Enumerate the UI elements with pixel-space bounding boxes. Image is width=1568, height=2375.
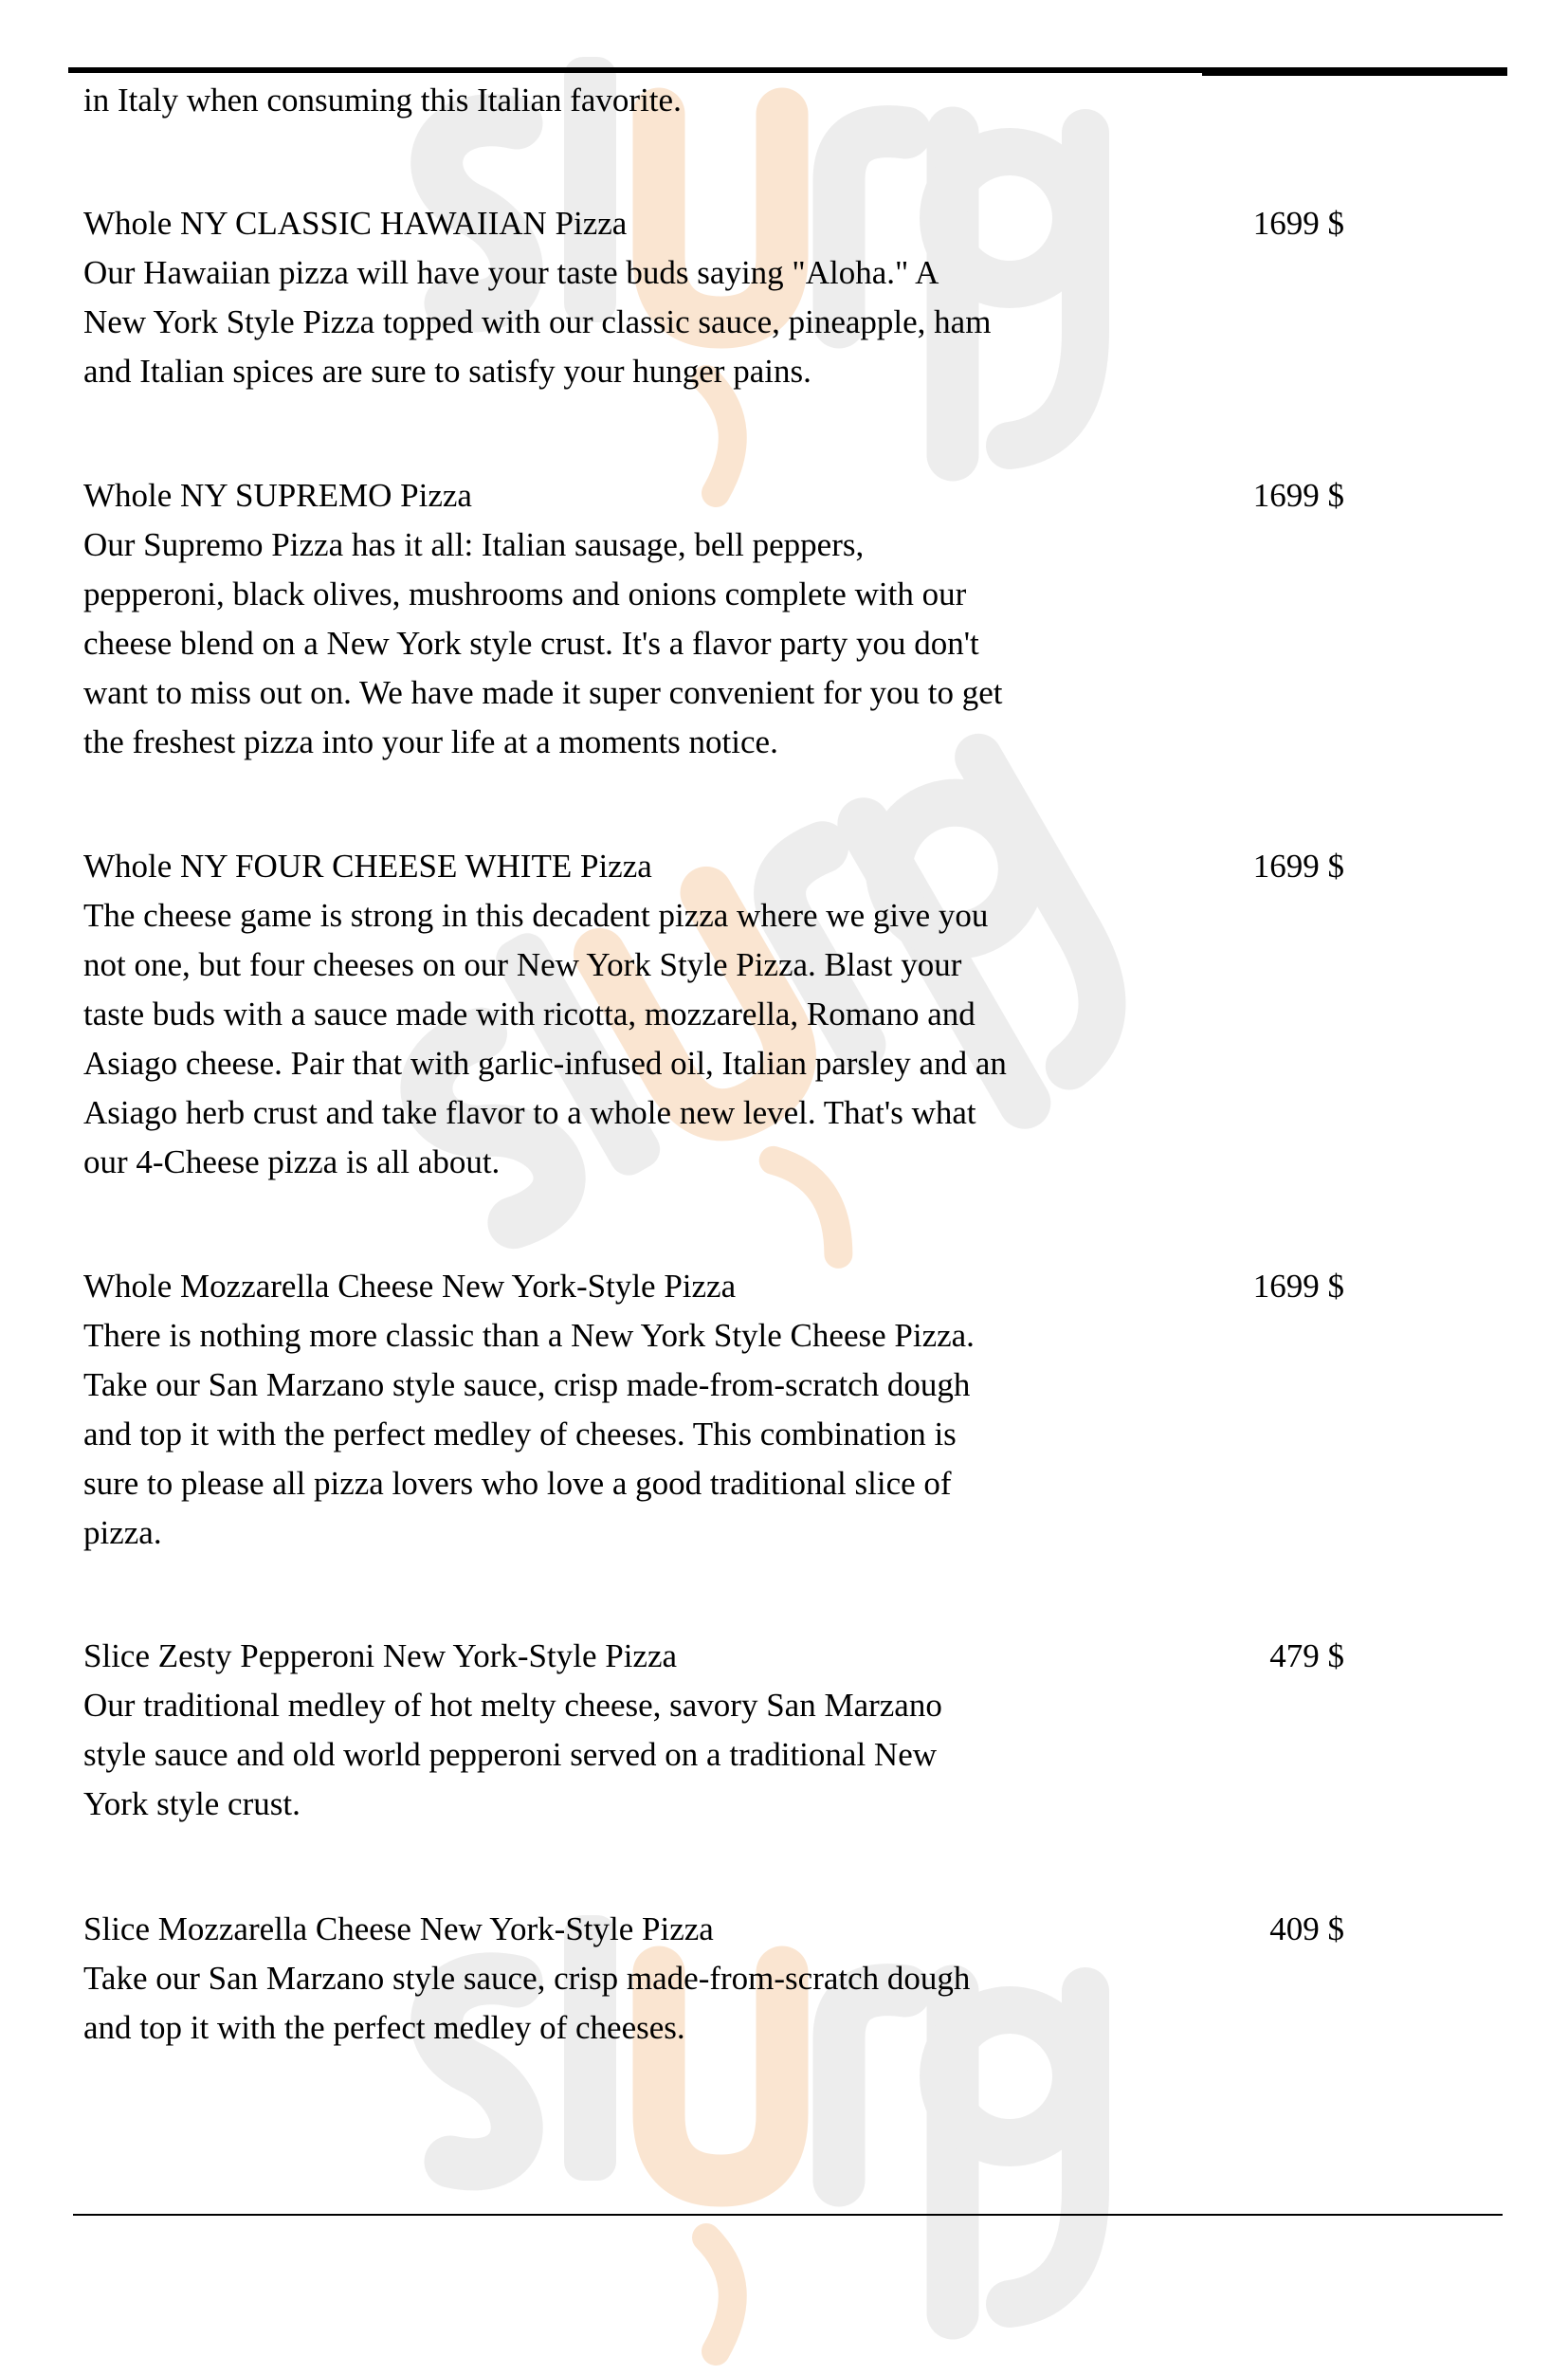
item-header <box>83 1905 1344 1954</box>
description-line: cheese blend on a New York style crust. It's a flavor party you don't <box>83 625 979 662</box>
description-line: Asiago cheese. Pair that with garlic-infused oil, Italian parsley and an <box>83 1045 1007 1082</box>
item-header <box>83 1632 1344 1681</box>
item-price: 1699 $ <box>1252 205 1344 242</box>
description-line: The cheese game is strong in this decadent pizza where we give you <box>83 897 989 934</box>
item-title: Whole Mozzarella Cheese New York-Style Pizza <box>83 1268 737 1305</box>
description-line: Our traditional medley of hot melty cheese, savory San Marzano <box>83 1687 942 1724</box>
description-line: sure to please all pizza lovers who love a good traditional slice of <box>83 1465 952 1502</box>
continued-description <box>83 76 1344 125</box>
description-line: style sauce and old world pepperoni served on a traditional New <box>83 1736 938 1773</box>
item-price: 479 $ <box>1269 1637 1344 1674</box>
description-line: and Italian spices are sure to satisfy your hunger pains. <box>83 353 811 390</box>
item-header <box>83 1262 1344 1311</box>
item-price: 409 $ <box>1269 1910 1344 1947</box>
description-line: pizza. <box>83 1514 162 1551</box>
item-header <box>83 842 1344 891</box>
description-line: our 4-Cheese pizza is all about. <box>83 1143 501 1180</box>
item-price: 1699 $ <box>1252 848 1344 885</box>
bottom-divider <box>73 2214 1503 2216</box>
description-line: York style crust. <box>83 1785 301 1822</box>
description-line: in Italy when consuming this Italian favorite. <box>83 82 682 119</box>
item-title: Slice Mozzarella Cheese New York-Style Pizza <box>83 1910 714 1947</box>
item-price: 1699 $ <box>1252 1268 1344 1305</box>
description-line: taste buds with a sauce made with ricotta, mozzarella, Romano and <box>83 996 975 1032</box>
description-line: want to miss out on. We have made it super convenient for you to get <box>83 674 1003 711</box>
description-line: Take our San Marzano style sauce, crisp made-from-scratch dough <box>83 1960 971 1997</box>
item-title: Whole NY FOUR CHEESE WHITE Pizza <box>83 848 652 885</box>
description-line: Asiago herb crust and take flavor to a whole new level. That's what <box>83 1094 976 1131</box>
item-header <box>83 199 1344 248</box>
description-line: pepperoni, black olives, mushrooms and onions complete with our <box>83 575 967 612</box>
description-line: the freshest pizza into your life at a moments notice. <box>83 723 778 760</box>
item-title: Whole NY CLASSIC HAWAIIAN Pizza <box>83 205 628 242</box>
description-line: New York Style Pizza topped with our classic sauce, pineapple, ham <box>83 303 992 340</box>
description-line: Our Hawaiian pizza will have your taste buds saying "Aloha." A <box>83 254 939 291</box>
item-title: Whole NY SUPREMO Pizza <box>83 477 472 514</box>
menu-item <box>83 199 1344 396</box>
description-line: not one, but four cheeses on our New York Style Pizza. Blast your <box>83 946 962 983</box>
top-divider-thick <box>1202 67 1507 76</box>
description-line: Our Supremo Pizza has it all: Italian sausage, bell peppers, <box>83 526 865 563</box>
menu-item <box>83 1905 1344 2053</box>
menu-item <box>83 842 1344 1187</box>
description-line: There is nothing more classic than a New York Style Cheese Pizza. <box>83 1317 975 1354</box>
description-line: and top it with the perfect medley of cheeses. <box>83 2009 685 2046</box>
menu-item <box>83 1632 1344 1829</box>
description-line: and top it with the perfect medley of cheeses. This combination is <box>83 1416 957 1452</box>
menu-item <box>83 1262 1344 1558</box>
menu-item <box>83 471 1344 767</box>
item-title: Slice Zesty Pepperoni New York-Style Pizza <box>83 1637 678 1674</box>
item-header <box>83 471 1344 521</box>
description-line: Take our San Marzano style sauce, crisp made-from-scratch dough <box>83 1366 971 1403</box>
item-price: 1699 $ <box>1252 477 1344 514</box>
